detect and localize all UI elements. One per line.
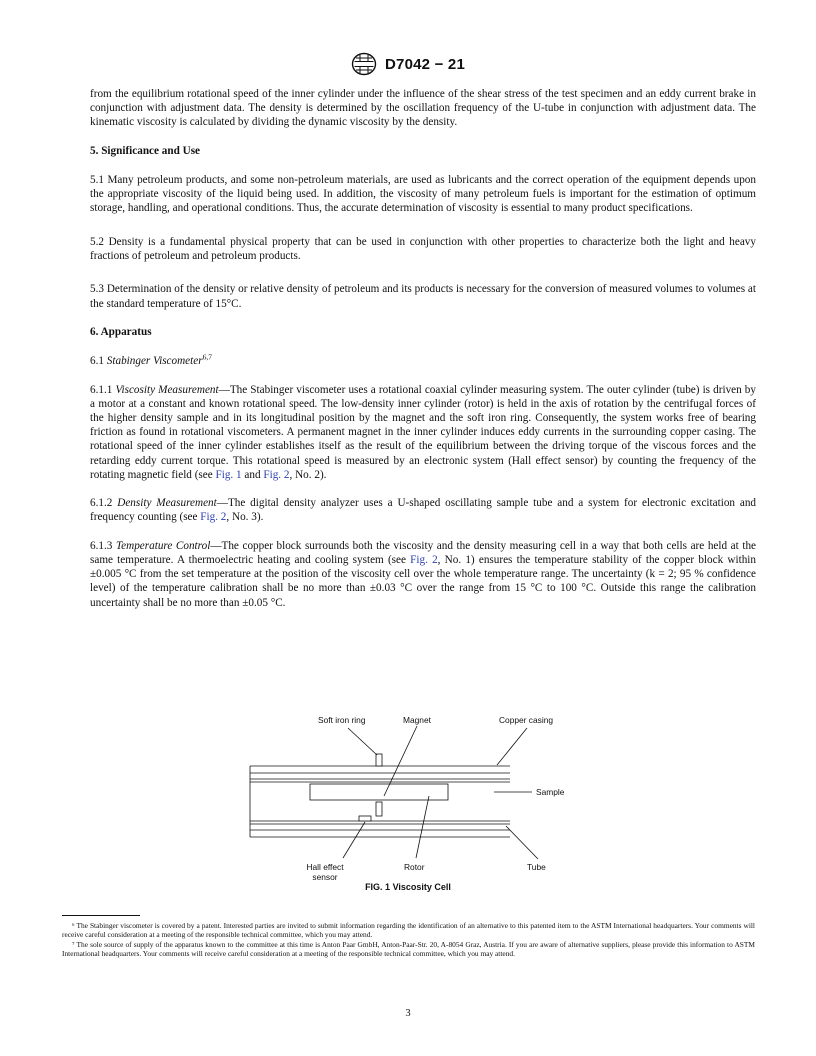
standard-designation: D7042 − 21 [385,55,465,73]
rotor-shape [310,784,448,800]
label-soft-iron-ring: Soft iron ring [318,715,366,725]
label-copper-casing: Copper casing [499,715,554,725]
label-hall-effect-sensor: Hall effect sensor [306,862,344,882]
intro-paragraph: from the equilibrium rotational speed of the inner cylinder under the influence of the shear stress of the test specimen and an eddy current brake in conjunction with adjustment data. The density is determined by the oscillation frequency of the U-tube in conjunction with adjustment data. The kinematic viscosity is calculated by dividing the dynamic viscosity by the density. [90,88,756,129]
viscosity-cell-diagram [240,706,580,906]
paragraph-5-3: 5.3 Determination of the density or relative density of petroleum and its products is necessary for the conversion of measured volumes to volumes at the standard temperature of 15°C. [90,283,756,310]
leader-magnet [384,726,417,796]
paragraph-6-1-2: 6.1.2 Density Measurement—The digital density analyzer uses a U-shaped oscillating sample tube and a system for electronic excitation and frequency counting (see Fig. 2, No. 3). [90,497,757,524]
paragraph-6-1-3: 6.1.3 Temperature Control—The copper block surrounds both the viscosity and the density measuring cell in a way that both cells are held at the same temperature. A thermoelectric heating and cooling system (see Fig. 2, No. 1) ensures the temperature stability of the copper block within ±0.005 °C from the set temperature at the position of the viscosity cell over the whole temperature range. The uncertainty (k = 2; 95 % confidence level) of the temperature calibration shall be no more than ±0.03 °C over the range from 15 °C to 100 °C. Outside this range the calibration uncertainty shall be no more than ±0.05 °C. [90,539,757,609]
astm-logo-icon [351,52,377,76]
leader-rotor [416,796,429,858]
hall-sensor-shape [376,802,382,816]
footnote-ref: 6,7 [202,352,212,362]
paragraph-6-1-1: 6.1.1 Viscosity Measurement—The Stabinger viscometer uses a rotational coaxial cylinder measuring system. The outer cylinder (tube) is driven by a motor at a constant and known rotational speed. The low-density inner cylinder (rotor) is held in the axis of rotation by the centrifugal forces of the higher density sample and in its longitudinal position by the magnet and the soft iron ring. Consequently, the system works free of bearing friction as found in rotational viscometers. A permanent magnet in the inner cylinder induces eddy currents in the surrounding copper casing. The rotational speed of the inner cylinder establishes itself as the result of the equilibrium between the driving torque of the viscous forces and the retarding eddy current torque. This rotational speed is measured by an electronic system (Hall effect sensor) by counting the frequency of the rotating magnetic field (see Fig. 1 and Fig. 2, No. 2). [90,383,756,481]
viscosity-cell-figure [240,706,580,906]
soft-iron-ring-shape [376,754,382,766]
fig-2-link[interactable]: Fig. 2 [410,553,438,566]
fig-2-link[interactable]: Fig. 2 [200,511,227,524]
leader-copper-casing [497,728,527,765]
section-6-heading: 6. Apparatus [90,325,152,338]
label-rotor: Rotor [404,862,425,872]
footnotes [62,921,755,958]
footnote-divider [62,915,140,916]
fig-1-link[interactable]: Fig. 1 [215,468,242,481]
fig-2-link[interactable]: Fig. 2 [263,468,290,481]
paragraph-5-1: 5.1 Many petroleum products, and some non-petroleum materials, are used as lubricants and the correct operation of the equipment depends upon the appropriate viscosity of the liquid being used. In addition, the viscosity of many petroleum fuels is important for the estimation of optimum storage, handling, and operational conditions. Thus, the accurate determination of viscosity is essential to many product specifications. [90,174,756,215]
footnote-7: ⁷ The sole source of supply of the apparatus known to the committee at this time is Anton Paar GmbH, Anton-Paar-Str. 20, A-8054 Graz, Austria. If you are aware of alternative suppliers, please provide this information to ASTM International headquarters. Your comments will receive careful consideration at a meeting of the responsible technical committee, which you may attend. [62,939,755,958]
label-magnet: Magnet [403,715,431,725]
paragraph-5-2: 5.2 Density is a fundamental physical property that can be used in conjunction with other properties to characterize both the light and heavy fractions of petroleum and petroleum products. [90,235,756,262]
leader-tube [506,826,538,859]
leader-soft-iron-ring [348,728,377,755]
label-sample: Sample [536,787,565,797]
subsection-title: Stabinger Viscometer [106,355,203,368]
page-number: 3 [405,1008,411,1019]
footnote-6: ⁶ The Stabinger viscometer is covered by a patent. Interested parties are invited to submit information regarding the identification of an alternative to this patented item to the ASTM International headquarters. Your comments will receive careful consideration at a meeting of the responsible technical committee, which you may attend. [62,921,755,940]
label-tube: Tube [527,862,546,872]
section-5-heading: 5. Significance and Use [90,144,201,157]
page-header [0,52,816,81]
leader-hall-sensor [343,822,365,858]
document-body [90,87,756,624]
paragraph-6-1: 6.1 Stabinger Viscometer$^{6,7}$ [90,352,212,368]
figure-caption: FIG. 1 Viscosity Cell [365,882,451,892]
